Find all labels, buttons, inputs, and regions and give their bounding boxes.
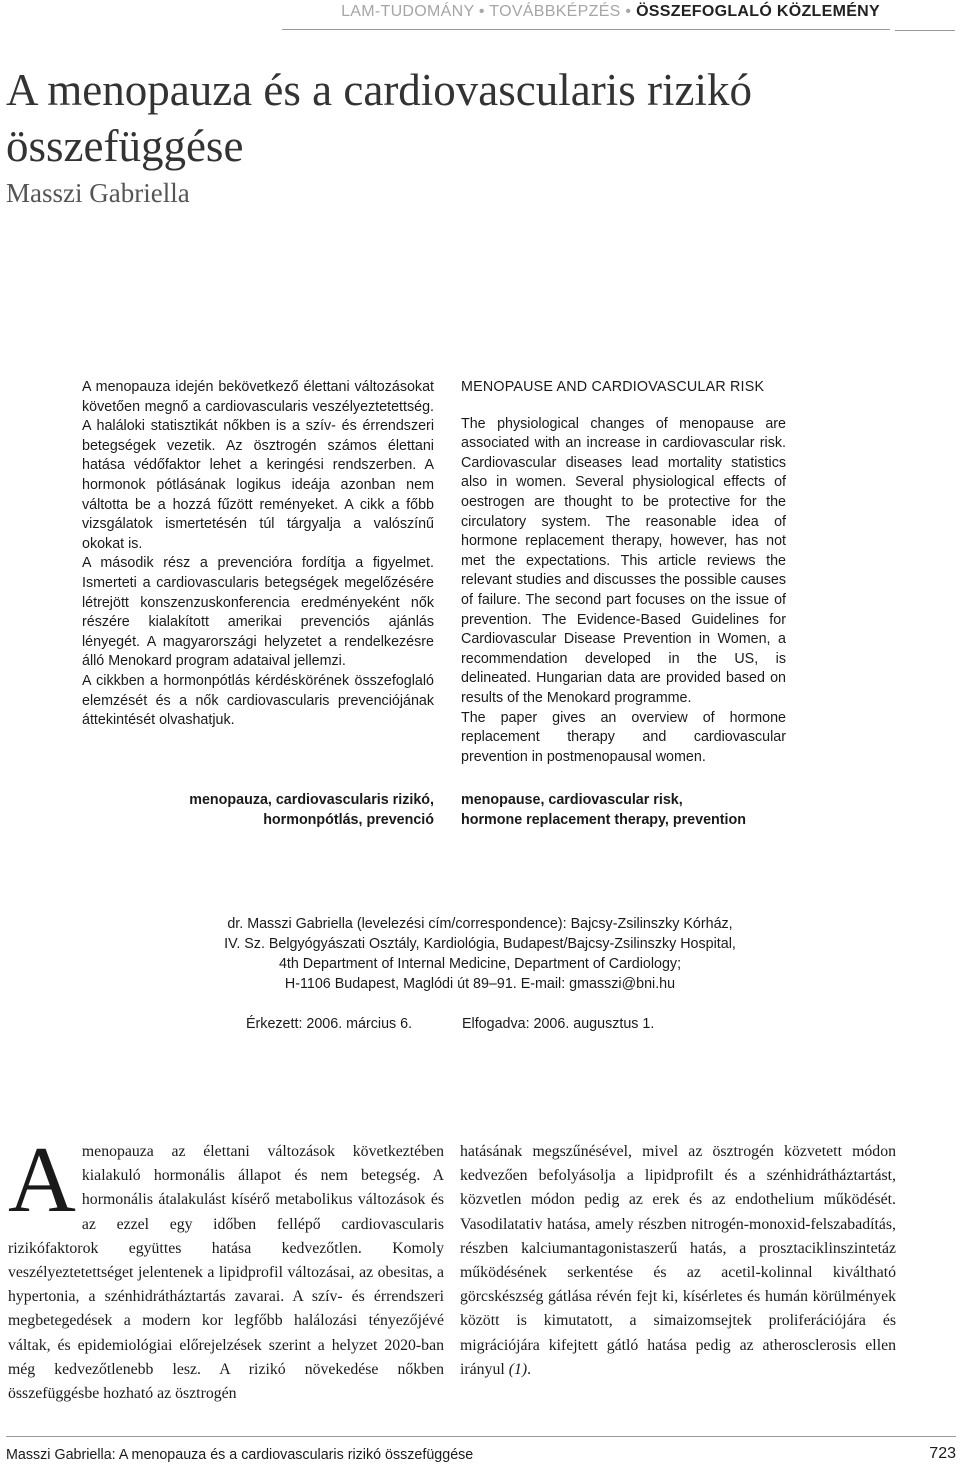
journal-header	[282, 0, 890, 30]
article-title	[6, 62, 906, 174]
page-number: 723	[929, 1445, 956, 1462]
body-column-left	[8, 1128, 444, 1406]
correspondence-line-1: dr. Masszi Gabriella (levelezési cím/correspondence): Bajcsy-Zsilinszky Kórház,	[227, 916, 733, 932]
correspondence-block	[130, 914, 830, 994]
keywords-en-line-2: hormone replacement therapy, prevention	[461, 812, 746, 828]
received-date: Érkezett: 2006. március 6.	[246, 1016, 413, 1032]
abstract-hu-paragraph-2: A második rész a prevencióra fordítja a figyelmet. Ismerteti a cardiovascularis betegségek megelőzésére létrejött konszenzuskonferencia eredményeként nők részére kialakított amerikai prevenciós ajánlás lényegét. A magyarországi helyzetet a rendelkezésre álló Menokard program adataival jellemzi.	[82, 555, 434, 670]
keywords-hungarian	[82, 790, 434, 830]
body-column-right	[460, 1140, 896, 1382]
keywords-hu-line-1: menopauza, cardiovascularis rizikó,	[189, 792, 434, 808]
header-rule	[895, 4, 955, 31]
title-line-1: A menopauza és a cardiovascularis rizikó	[6, 65, 752, 115]
correspondence-line-2: IV. Sz. Belgyógyászati Osztály, Kardiológia, Budapest/Bajcsy-Zsilinszky Hospital,	[224, 936, 736, 952]
page-footer	[6, 1436, 956, 1473]
correspondence-line-4: H-1106 Budapest, Maglódi út 89–91. E-mail: gmasszi@bni.hu	[284, 976, 676, 992]
body-right-text: hatásának megszűnésével, mivel az ösztrogén közvetett módon kedvezően befolyásolja a lipidprofilt és a szénhidrátháztartást, közvetlen módon pedig az erek és az endothelium működését. Vasodilatativ hatása, amely részben nitrogén-monoxid-felszabadítás, részben kalciumantagonistaszerű hatás, a prosztaciklinszintetáz működésének serkentése és az acetil-kolinnal kiváltható görcskészség gátlása révén fejt ki, kísérletes és humán körülmények között is kimutatott, a simaizomsejtek proliferációjára és migrációjára kifejtett gátló hatása pedig az atherosclerosis ellen irányul	[460, 1143, 896, 1378]
author-name: Masszi Gabriella	[6, 178, 190, 208]
header-section-tovabbkepzes: TOVÁBBKÉPZÉS	[489, 3, 621, 20]
abstract-en-paragraph-1: The physiological changes of menopause are associated with an increase in cardiovascular risk. Cardiovascular diseases lead mortality statistics also in women. Several physiological effects of oestrogen are thought to be protective for the circulatory system. The reasonable idea of hormone replacement therapy, however, has not met the expectations. This article reviews the relevant studies and discusses the possible causes of failure. The second part focuses on the issue of prevention. The Evidence-Based Guidelines for Cardiovascular Disease Prevention in Women, a recommendation developed in the US, is delineated. Hungarian data are provided based on results of the Menokard programme.	[461, 415, 786, 706]
keywords-en-line-1: menopause, cardiovascular risk,	[461, 792, 683, 808]
citation-ref: (1)	[508, 1360, 528, 1378]
title-line-2: összefüggése	[6, 121, 244, 171]
accepted-date: Elfogadva: 2006. augusztus 1.	[462, 1016, 655, 1032]
header-section-lam: LAM-TUDOMÁNY	[341, 3, 475, 20]
abstract-en-paragraph-2: The paper gives an overview of hormone replacement therapy and cardiovascular prevention in postmenopausal women.	[461, 709, 786, 765]
abstract-english	[461, 378, 786, 767]
abstract-hu-paragraph-3: A cikkben a hormonpótlás kérdéskörének összefoglaló elemzését és a nők cardiovascularis prevenciójának áttekintését olvashatjuk.	[82, 672, 434, 729]
abstract-hu-paragraph-1: A menopauza idején bekövetkező élettani változásokat követően megnő a cardiovascularis veszélyeztetettség. A haláloki statisztikát nőkben is a szív- és érrendszeri betegségek vezetik. Az ösztrogén számos élettani hatása védőfaktor lehet a keringési rendszerben. A hormonok pótlásának logikus ideája azonban nem váltotta be a hozzá fűzött reményeket. A cikk a főbb vizsgálatok ismertetésén túl tárgyalja a valószínű okokat is.	[82, 379, 434, 552]
keywords-hu-line-2: hormonpótlás, prevenció	[263, 812, 434, 828]
abstract-en-heading: MENOPAUSE AND CARDIOVASCULAR RISK	[461, 379, 765, 395]
keywords-english	[461, 790, 801, 830]
footer-running-title: Masszi Gabriella: A menopauza és a cardiovascularis rizikó összefüggése	[6, 1447, 474, 1463]
body-right-end: .	[527, 1360, 532, 1378]
body-left-text: menopauza az élettani változások következtében kialakuló hormonális állapot és nem betegség. A hormonális átalakulást kísérő metabolikus változások és az ezzel egy időben fellépő cardiovascularis rizikófaktorok együttes hatása kedvezőtlen. Komoly veszélyeztetettséget jelentenek a lipidprofil változásai, az obesitas, a hypertonia, a szénhidrátháztartás zavarai. A szív- és érrendszeri megbetegedések a modern kor legfőbb halálozási tényezőjévé váltak, és epidemiológiai előrejelzések szerint a helyzet 2020-ban még kedvezőtlenebb lesz. A rizikó növekedése nőkben összefüggésbe hozható az ösztrogén	[8, 1143, 444, 1403]
correspondence-line-3: 4th Department of Internal Medicine, Department of Cardiology;	[278, 956, 682, 972]
drop-cap: A	[8, 1128, 76, 1232]
abstract-hungarian	[82, 378, 434, 731]
bullet-icon: •	[625, 3, 632, 20]
bullet-icon: •	[478, 3, 485, 20]
header-section-type: ÖSSZEFOGLALÓ KÖZLEMÉNY	[636, 3, 880, 20]
